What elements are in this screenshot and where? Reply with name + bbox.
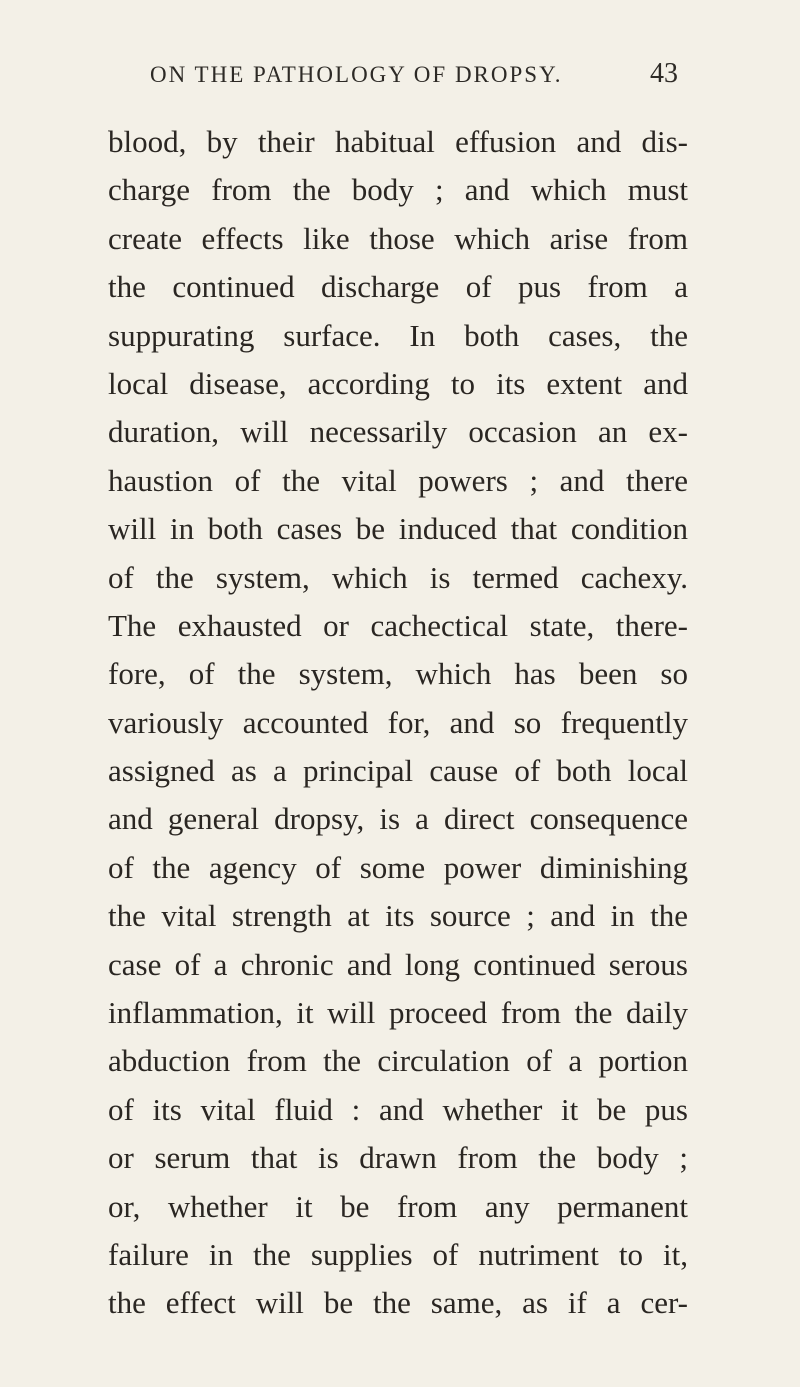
text-line: of its vital fluid : and whether it be pus — [108, 1091, 688, 1127]
text-line: abduction from the circulation of a portion — [108, 1043, 688, 1079]
text-line: blood, by their habitual effusion and dis- — [108, 124, 688, 159]
running-head: ON THE PATHOLOGY OF DROPSY. — [150, 62, 563, 87]
text-line: The exhausted or cachectical state, there- — [108, 607, 688, 643]
text-line: variously accounted for, and so frequently — [108, 704, 688, 740]
text-line: the continued discharge of pus from a — [108, 269, 688, 305]
text-line: will in both cases be induced that condition — [108, 511, 688, 547]
text-line: charge from the body ; and which must — [108, 172, 688, 208]
text-line: of the system, which is termed cachexy. — [108, 559, 688, 595]
text-line: haustion of the vital powers ; and there — [108, 462, 688, 498]
body-text — [108, 118, 688, 1328]
text-line: failure in the supplies of nutriment to it, — [108, 1236, 688, 1272]
text-line: create effects like those which arise from — [108, 220, 688, 256]
text-line: suppurating surface. In both cases, the — [108, 317, 688, 353]
text-line: and general dropsy, is a direct consequence — [108, 801, 688, 837]
text-line: local disease, according to its extent and — [108, 365, 688, 401]
text-line: the vital strength at its source ; and in the — [108, 898, 688, 934]
text-line: fore, of the system, which has been so — [108, 656, 688, 692]
text-line: assigned as a principal cause of both local — [108, 753, 688, 789]
text-line: duration, will necessarily occasion an ex- — [108, 414, 688, 450]
text-line: the effect will be the same, as if a cer- — [108, 1285, 688, 1321]
text-line: of the agency of some power diminishing — [108, 849, 688, 885]
page-number: 43 — [650, 58, 678, 89]
text-line: or serum that is drawn from the body ; — [108, 1140, 688, 1176]
text-line: case of a chronic and long continued serous — [108, 946, 688, 982]
text-line: inflammation, it will proceed from the daily — [108, 995, 688, 1031]
text-line: or, whether it be from any permanent — [108, 1188, 688, 1224]
